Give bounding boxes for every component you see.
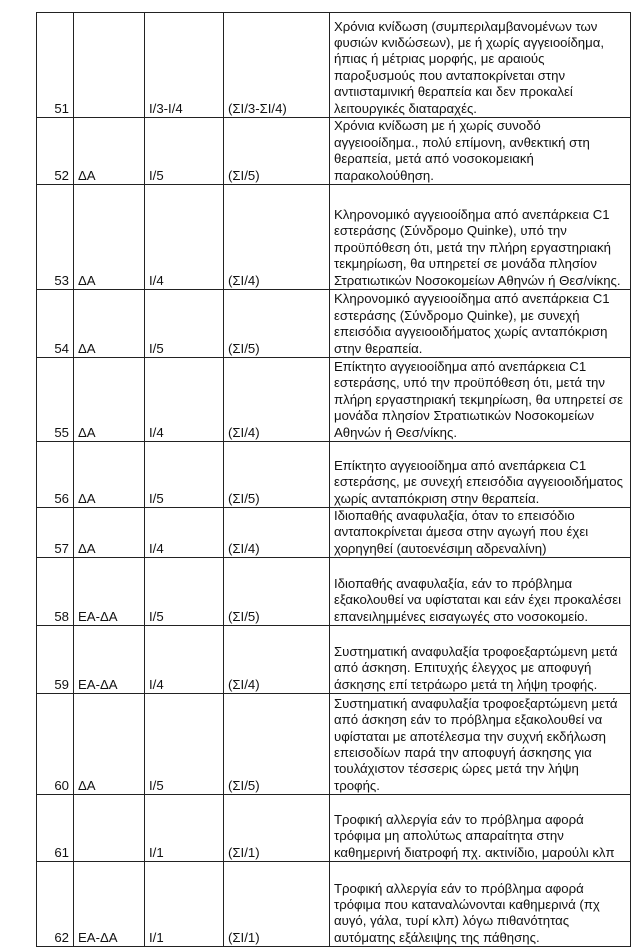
- row-description: Ιδιοπαθής αναφυλαξία, εάν το πρόβλημα εξακολουθεί να υφίσταται και εάν έχει προκαλέσει επανειλημμένες εισαγωγές στο νοσοκομείο.: [330, 558, 631, 626]
- row-percent: (ΣΙ/4): [224, 358, 330, 442]
- table-row: [37, 694, 631, 795]
- table-row: [37, 508, 631, 558]
- row-percent: (ΣΙ/5): [224, 442, 330, 508]
- row-number: 61: [37, 795, 74, 862]
- row-percent: (ΣΙ/5): [224, 290, 330, 358]
- row-percent: (ΣΙ/4): [224, 185, 330, 290]
- row-article: Ι/5: [145, 558, 224, 626]
- row-article: Ι/4: [145, 626, 224, 694]
- row-number: 53: [37, 185, 74, 290]
- table-row: [37, 290, 631, 358]
- row-percent: (ΣΙ/5): [224, 118, 330, 185]
- row-number: 54: [37, 290, 74, 358]
- row-article: Ι/5: [145, 118, 224, 185]
- row-category: ΔΑ: [74, 358, 145, 442]
- row-description: Χρόνια κνίδωση με ή χωρίς συνοδό αγγειοοίδημα., πολύ επίμονη, ανθεκτική στη θεραπεία, μετά από νοσοκομειακή παρακολούθηση.: [330, 118, 631, 185]
- row-article: Ι/5: [145, 290, 224, 358]
- row-percent: (ΣΙ/1): [224, 795, 330, 862]
- row-percent: (ΣΙ/4): [224, 626, 330, 694]
- row-category: [74, 795, 145, 862]
- row-percent: (ΣΙ/5): [224, 558, 330, 626]
- row-category: ΔΑ: [74, 508, 145, 558]
- row-number: 58: [37, 558, 74, 626]
- row-description: Συστηματική αναφυλαξία τροφοεξαρτώμενη μετά από άσκηση. Επιτυχής έλεγχος με αποφυγή άσκησης επί τετράωρο μετά τη λήψη τροφής.: [330, 626, 631, 694]
- row-article: Ι/4: [145, 508, 224, 558]
- row-description: Τροφική αλλεργία εάν το πρόβλημα αφορά τρόφιμα μη απολύτως απαραίτητα στην καθημερινή διατροφή πχ. ακτινίδιο, μαρούλι κλπ: [330, 795, 631, 862]
- row-category: ΔΑ: [74, 118, 145, 185]
- row-number: 52: [37, 118, 74, 185]
- table-row: [37, 558, 631, 626]
- row-article: Ι/1: [145, 862, 224, 947]
- row-article: Ι/5: [145, 694, 224, 795]
- row-percent: (ΣΙ/5): [224, 694, 330, 795]
- row-percent: (ΣΙ/1): [224, 862, 330, 947]
- row-category: ΕΑ-ΔΑ: [74, 862, 145, 947]
- row-category: ΔΑ: [74, 694, 145, 795]
- row-description: Τροφική αλλεργία εάν το πρόβλημα αφορά τρόφιμα που καταναλώνονται καθημερινά (πχ αυγό, γάλα, τυρί κλπ) λόγω πιθανότητας αυτόματης εξάλειψης της πάθησης.: [330, 862, 631, 947]
- row-number: 56: [37, 442, 74, 508]
- row-category: ΔΑ: [74, 442, 145, 508]
- row-description: Συστηματική αναφυλαξία τροφοεξαρτώμενη μετά από άσκηση εάν το πρόβλημα εξακολουθεί να υφίσταται με αποτέλεσμα την συχνή εκδήλωση επεισοδίων παρά την αποφυγή άσκησης για τουλάχιστον τέσσερις ώρες μετά την λήψη τροφής.: [330, 694, 631, 795]
- row-description: Χρόνια κνίδωση (συμπεριλαμβανομένων των φυσιών κνιδώσεων), με ή χωρίς αγγειοοίδημα, ήπιας ή μέτριας μορφής, με αραιούς παροξυσμούς που ανταποκρίνεται στην αντιισταμινική θεραπεία και δεν προκαλεί λειτουργικές διαταραχές.: [330, 13, 631, 118]
- row-description: Κληρονομικό αγγειοοίδημα από ανεπάρκεια C1 εστεράσης (Σύνδρομο Quinke), υπό την προϋπόθεση ότι, μετά την πλήρη εργαστηριακή τεκμηρίωση, θα υπηρετεί σε μονάδα πλησίον Στρατιωτικών Νοσοκομείων Αθηνών ή Θεσ/νίκης.: [330, 185, 631, 290]
- document-page: [36, 12, 630, 947]
- row-article: Ι/1: [145, 795, 224, 862]
- row-number: 51: [37, 13, 74, 118]
- row-description: Επίκτητο αγγειοοίδημα από ανεπάρκεια C1 εστεράσης, υπό την προϋπόθεση ότι, μετά την πλήρη εργαστηριακή τεκμηρίωση, θα υπηρετεί σε μονάδα πλησίον Στρατιωτικών Νοσοκομείων Αθηνών ή Θεσ/νίκης.: [330, 358, 631, 442]
- row-percent: (ΣΙ/3-ΣΙ/4): [224, 13, 330, 118]
- row-number: 57: [37, 508, 74, 558]
- row-category: ΔΑ: [74, 185, 145, 290]
- table-row: [37, 13, 631, 118]
- row-article: Ι/5: [145, 442, 224, 508]
- table-row: [37, 795, 631, 862]
- row-category: ΔΑ: [74, 290, 145, 358]
- row-article: Ι/4: [145, 185, 224, 290]
- disability-table: [36, 12, 631, 947]
- table-body: [37, 13, 631, 947]
- row-number: 59: [37, 626, 74, 694]
- table-row: [37, 626, 631, 694]
- row-description: Επίκτητο αγγειοοίδημα από ανεπάρκεια C1 εστεράσης, με συνεχή επεισόδια αγγειοοιδήματος χωρίς ανταπόκριση στην θεραπεία.: [330, 442, 631, 508]
- row-category: ΕΑ-ΔΑ: [74, 626, 145, 694]
- table-row: [37, 358, 631, 442]
- row-category: [74, 13, 145, 118]
- row-article: Ι/4: [145, 358, 224, 442]
- table-row: [37, 442, 631, 508]
- row-number: 62: [37, 862, 74, 947]
- row-description: Κληρονομικό αγγειοοίδημα από ανεπάρκεια C1 εστεράσης (Σύνδρομο Quinke), με συνεχή επεισόδια αγγειοοιδήματος χωρίς ανταπόκριση στην θεραπεία.: [330, 290, 631, 358]
- row-description: Ιδιοπαθής αναφυλαξία, όταν το επεισόδιο ανταποκρίνεται άμεσα στην αγωγή που έχει χορηγηθεί (αυτοενέσιμη αδρεναλίνη): [330, 508, 631, 558]
- row-number: 60: [37, 694, 74, 795]
- row-article: Ι/3-Ι/4: [145, 13, 224, 118]
- row-category: ΕΑ-ΔΑ: [74, 558, 145, 626]
- row-percent: (ΣΙ/4): [224, 508, 330, 558]
- table-row: [37, 185, 631, 290]
- table-row: [37, 118, 631, 185]
- row-number: 55: [37, 358, 74, 442]
- table-row: [37, 862, 631, 947]
